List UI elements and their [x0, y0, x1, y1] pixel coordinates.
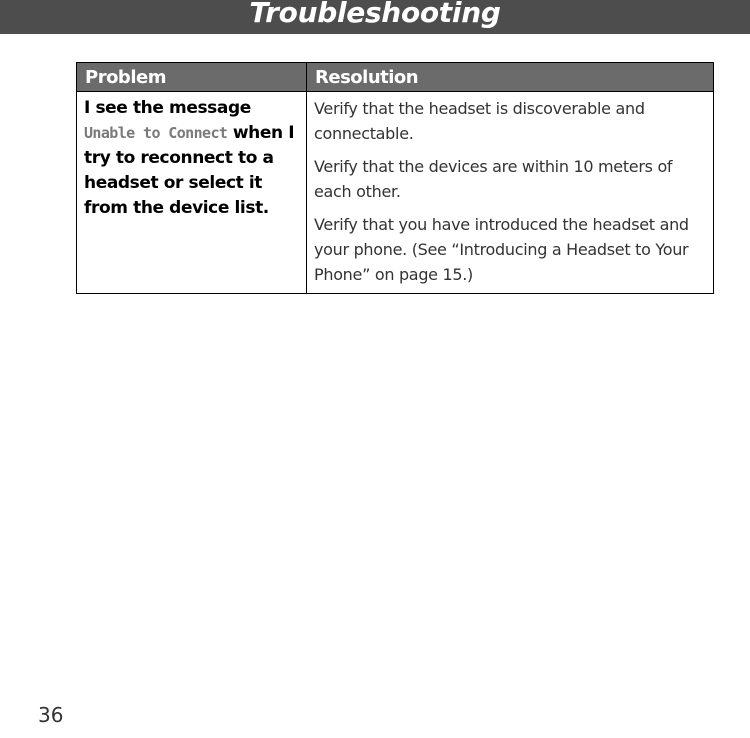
problem-text-suffix: when I try to reconnect to a headset or select it from the device list. — [84, 123, 295, 218]
page-number: 36 — [38, 703, 64, 727]
troubleshooting-table — [76, 62, 714, 294]
resolution-step-2: Verify that the devices are within 10 meters of each other. — [314, 157, 673, 201]
table-header-row — [77, 63, 714, 92]
column-header-problem: Problem — [77, 63, 307, 92]
problem-text-prefix: I see the message — [84, 98, 251, 118]
resolution-step-1: Verify that the headset is discoverable and connectable. — [314, 99, 645, 143]
title-bar — [0, 0, 750, 34]
page-title: Troubleshooting — [249, 0, 501, 29]
display-message: Unable to Connect — [84, 124, 228, 142]
resolution-cell — [307, 92, 714, 294]
column-header-resolution: Resolution — [307, 63, 714, 92]
problem-cell — [77, 92, 307, 294]
resolution-step-3: Verify that you have introduced the headset and your phone. (See “Introducing a Headset to Your Phone” on page 15.) — [314, 215, 689, 284]
table-row — [77, 92, 714, 294]
